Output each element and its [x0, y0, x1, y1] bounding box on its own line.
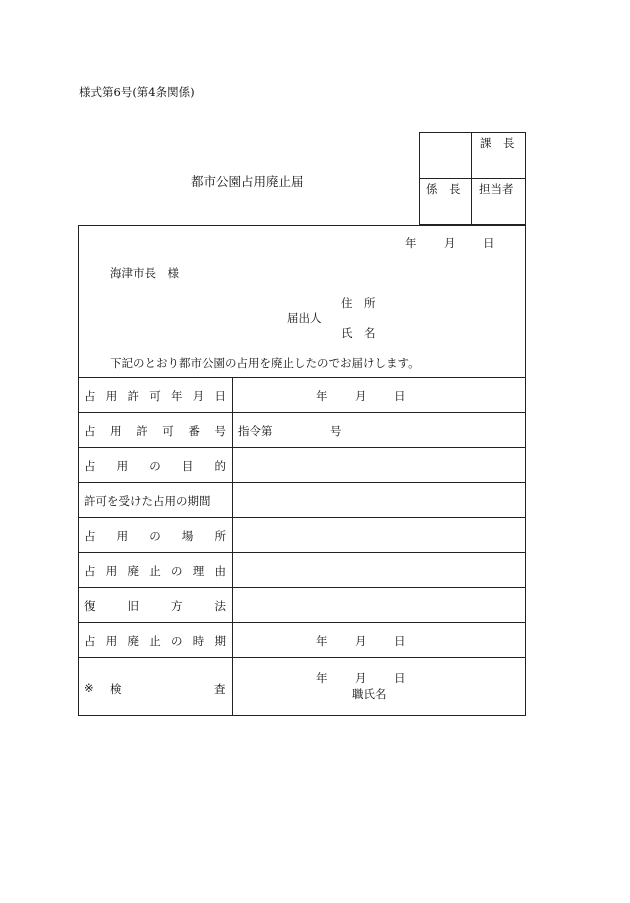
row-label-period: 許可を受けた占用の期間	[84, 494, 211, 508]
row-label-purpose: 占 用 の 目 的	[84, 459, 226, 473]
form-number: 様式第6号(第4条関係)	[79, 85, 195, 99]
inspection-label-1: 検	[110, 682, 122, 696]
permit-number-value: 指令第 号	[238, 424, 342, 438]
date-month: 月	[444, 236, 456, 250]
date-year: 年	[405, 236, 417, 250]
row-label-reason: 占 用 廃 止 の 理 由	[84, 564, 226, 578]
inspection-label-2: 査	[214, 682, 226, 696]
tanto-label: 担当者	[479, 182, 514, 196]
statement: 下記のとおり都市公園の占用を廃止したのでお届けします。	[110, 356, 420, 370]
address-label: 住 所	[341, 296, 376, 310]
inspection-officer: 職氏名	[352, 687, 387, 701]
permit-date-day: 日	[394, 389, 406, 403]
permit-date-year: 年	[316, 389, 328, 403]
form-title: 都市公園占用廃止届	[191, 174, 304, 189]
inspection-month: 月	[355, 671, 367, 685]
inspection-mark: ※	[84, 681, 94, 695]
date-day: 日	[483, 236, 495, 250]
abolition-day: 日	[394, 634, 406, 648]
row-label-permit-date: 占 用 許 可 年 月 日	[84, 389, 226, 403]
row-label-abolition-time: 占 用 廃 止 の 時 期	[84, 634, 226, 648]
kakaricho-label: 係 長	[426, 182, 461, 196]
inspection-day: 日	[394, 671, 406, 685]
addressee: 海津市長 様	[110, 266, 179, 280]
row-label-restoration: 復 旧 方 法	[84, 599, 226, 613]
row-label-place: 占 用 の 場 所	[84, 529, 226, 543]
kacho-label: 課 長	[480, 136, 515, 150]
applicant-label: 届出人	[287, 311, 322, 325]
inspection-year: 年	[316, 671, 328, 685]
row-label-permit-number: 占 用 許 可 番 号	[84, 424, 226, 438]
name-label: 氏 名	[341, 326, 376, 340]
abolition-year: 年	[316, 634, 328, 648]
abolition-month: 月	[355, 634, 367, 648]
permit-date-month: 月	[355, 389, 367, 403]
